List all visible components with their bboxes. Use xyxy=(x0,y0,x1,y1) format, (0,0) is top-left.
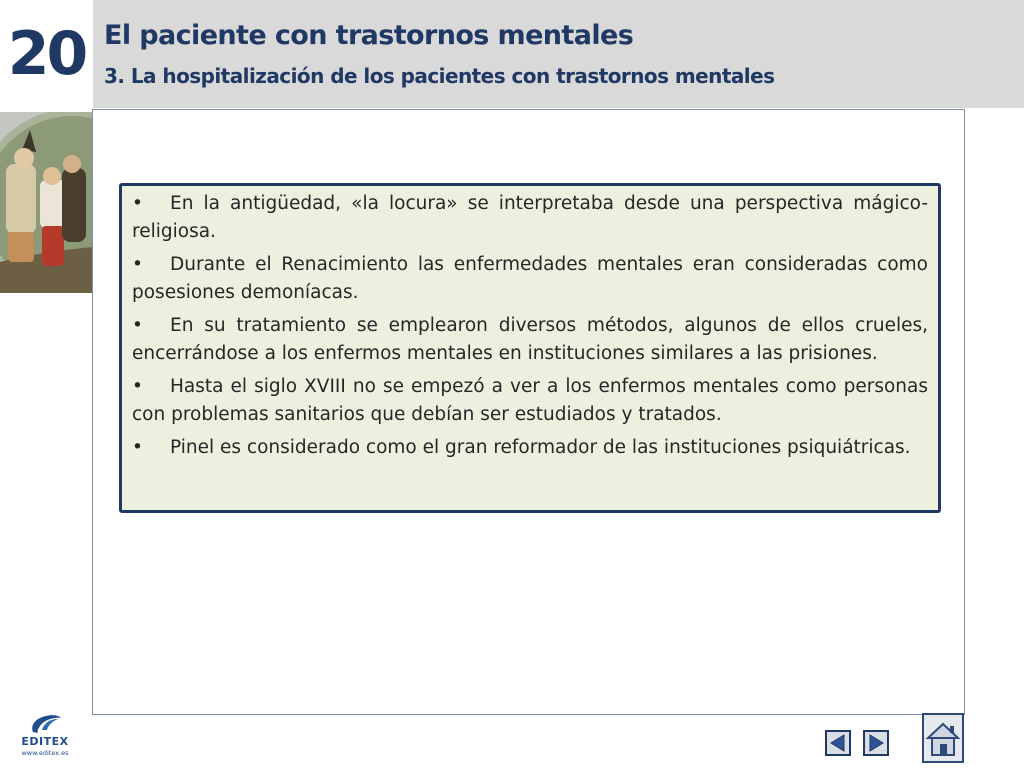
bullet-mark: • xyxy=(132,254,143,275)
bullet-text: En su tratamiento se emplearon diversos métodos, algunos de ellos crueles, encerrándose a los enfermos mentales en instituciones similares a las prisiones. xyxy=(132,315,928,364)
bullet-item xyxy=(132,373,928,428)
bullet-item xyxy=(132,190,928,245)
editex-logo-icon xyxy=(14,708,76,736)
home-button[interactable] xyxy=(922,713,964,763)
bullet-mark: • xyxy=(132,376,143,397)
bullet-item xyxy=(132,251,928,306)
bullet-text: Durante el Renacimiento las enfermedades mentales eran consideradas como posesiones demoníacas. xyxy=(132,254,928,303)
header-bar xyxy=(0,0,1024,108)
triangle-left-icon xyxy=(825,730,851,756)
bullet-text: En la antigüedad, «la locura» se interpretaba desde una perspectiva mágico-religiosa. xyxy=(132,193,928,242)
page-title: El paciente con trastornos mentales xyxy=(104,20,634,51)
triangle-right-icon xyxy=(863,730,889,756)
bullet-mark: • xyxy=(132,315,143,336)
house-icon xyxy=(922,713,964,763)
editex-logo xyxy=(14,708,76,760)
bullet-item xyxy=(132,434,928,462)
bullet-item xyxy=(132,312,928,367)
previous-slide-button[interactable] xyxy=(825,730,851,756)
bullet-mark: • xyxy=(132,193,143,214)
text-box xyxy=(119,183,941,513)
logo-url: www.editex.es xyxy=(21,749,69,757)
logo-text: EDITEX xyxy=(21,735,69,748)
bullet-text: Pinel es considerado como el gran reformador de las instituciones psiquiátricas. xyxy=(170,437,911,458)
bullet-text: Hasta el siglo XVIII no se empezó a ver a los enfermos mentales como personas con problemas sanitarios que debían ser estudiados y tratados. xyxy=(132,376,928,425)
bullet-mark: • xyxy=(132,437,143,458)
page-subtitle: 3. La hospitalización de los pacientes con trastornos mentales xyxy=(104,64,775,88)
next-slide-button[interactable] xyxy=(863,730,889,756)
painting-image xyxy=(0,112,93,293)
unit-number: 20 xyxy=(0,0,93,108)
